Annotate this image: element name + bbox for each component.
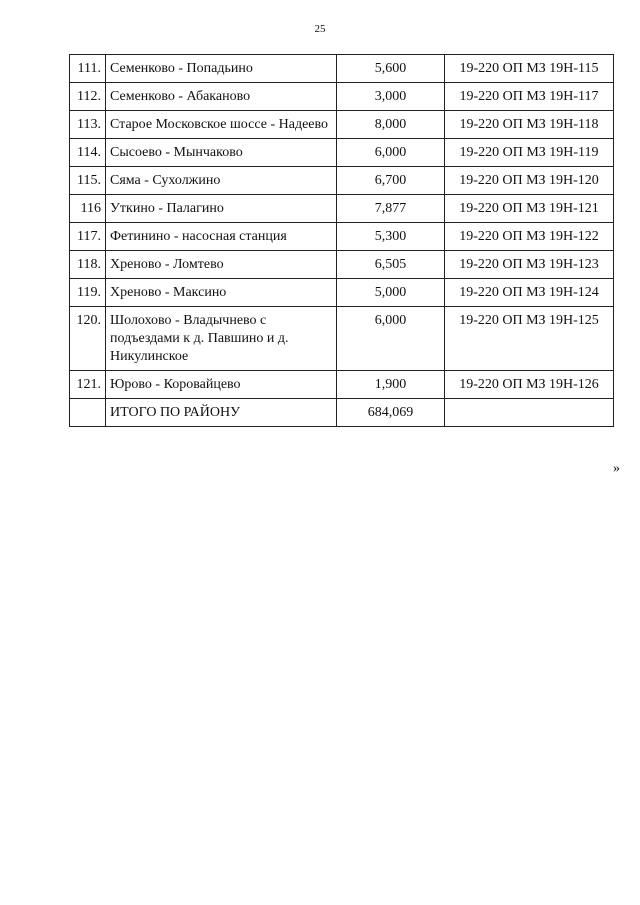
road-length: 5,300 (337, 223, 445, 251)
table-row (70, 83, 614, 111)
page-number: 25 (314, 23, 326, 35)
road-length: 1,900 (337, 371, 445, 399)
table-row (70, 111, 614, 139)
road-name: Сяма - Сухолжино (106, 167, 337, 195)
road-code: 19-220 ОП МЗ 19Н-124 (445, 279, 614, 307)
row-number: 117. (70, 223, 106, 251)
total-label: ИТОГО ПО РАЙОНУ (106, 399, 337, 427)
table-row (70, 139, 614, 167)
row-number: 119. (70, 279, 106, 307)
road-length: 6,505 (337, 251, 445, 279)
road-length: 3,000 (337, 83, 445, 111)
total-row (70, 399, 614, 427)
road-name: Семенково - Попадьино (106, 55, 337, 83)
table-row (70, 279, 614, 307)
road-length: 6,700 (337, 167, 445, 195)
table-row (70, 195, 614, 223)
closing-quote-mark: » (613, 461, 620, 476)
table-row (70, 307, 614, 371)
row-number: 116 (70, 195, 106, 223)
row-number: 120. (70, 307, 106, 371)
road-code: 19-220 ОП МЗ 19Н-123 (445, 251, 614, 279)
road-code: 19-220 ОП МЗ 19Н-115 (445, 55, 614, 83)
road-code: 19-220 ОП МЗ 19Н-120 (445, 167, 614, 195)
road-name: Семенково - Абаканово (106, 83, 337, 111)
row-number: 121. (70, 371, 106, 399)
road-length: 8,000 (337, 111, 445, 139)
road-length: 6,000 (337, 139, 445, 167)
row-number: 118. (70, 251, 106, 279)
row-number: 113. (70, 111, 106, 139)
road-code: 19-220 ОП МЗ 19Н-118 (445, 111, 614, 139)
row-number: 114. (70, 139, 106, 167)
row-number: 112. (70, 83, 106, 111)
road-name: Юрово - Коровайцево (106, 371, 337, 399)
road-code: 19-220 ОП МЗ 19Н-126 (445, 371, 614, 399)
road-length: 6,000 (337, 307, 445, 371)
row-number: 111. (70, 55, 106, 83)
road-name: Шолохово - Владычнево с подъездами к д. Павшино и д. Никулинское (106, 307, 337, 371)
table-row (70, 223, 614, 251)
road-name: Сысоево - Мынчаково (106, 139, 337, 167)
road-length: 5,000 (337, 279, 445, 307)
table-row (70, 251, 614, 279)
road-name: Хреново - Ломтево (106, 251, 337, 279)
road-name: Уткино - Палагино (106, 195, 337, 223)
road-code: 19-220 ОП МЗ 19Н-122 (445, 223, 614, 251)
road-code: 19-220 ОП МЗ 19Н-119 (445, 139, 614, 167)
road-code: 19-220 ОП МЗ 19Н-125 (445, 307, 614, 371)
total-row-number (70, 399, 106, 427)
road-name: Старое Московское шоссе - Надеево (106, 111, 337, 139)
road-length: 7,877 (337, 195, 445, 223)
table-row (70, 167, 614, 195)
road-name: Хреново - Максино (106, 279, 337, 307)
roads-table (69, 54, 614, 427)
total-length: 684,069 (337, 399, 445, 427)
road-code: 19-220 ОП МЗ 19Н-121 (445, 195, 614, 223)
road-name: Фетинино - насосная станция (106, 223, 337, 251)
table-row (70, 371, 614, 399)
table-row (70, 55, 614, 83)
row-number: 115. (70, 167, 106, 195)
road-length: 5,600 (337, 55, 445, 83)
road-code: 19-220 ОП МЗ 19Н-117 (445, 83, 614, 111)
total-row-code (445, 399, 614, 427)
